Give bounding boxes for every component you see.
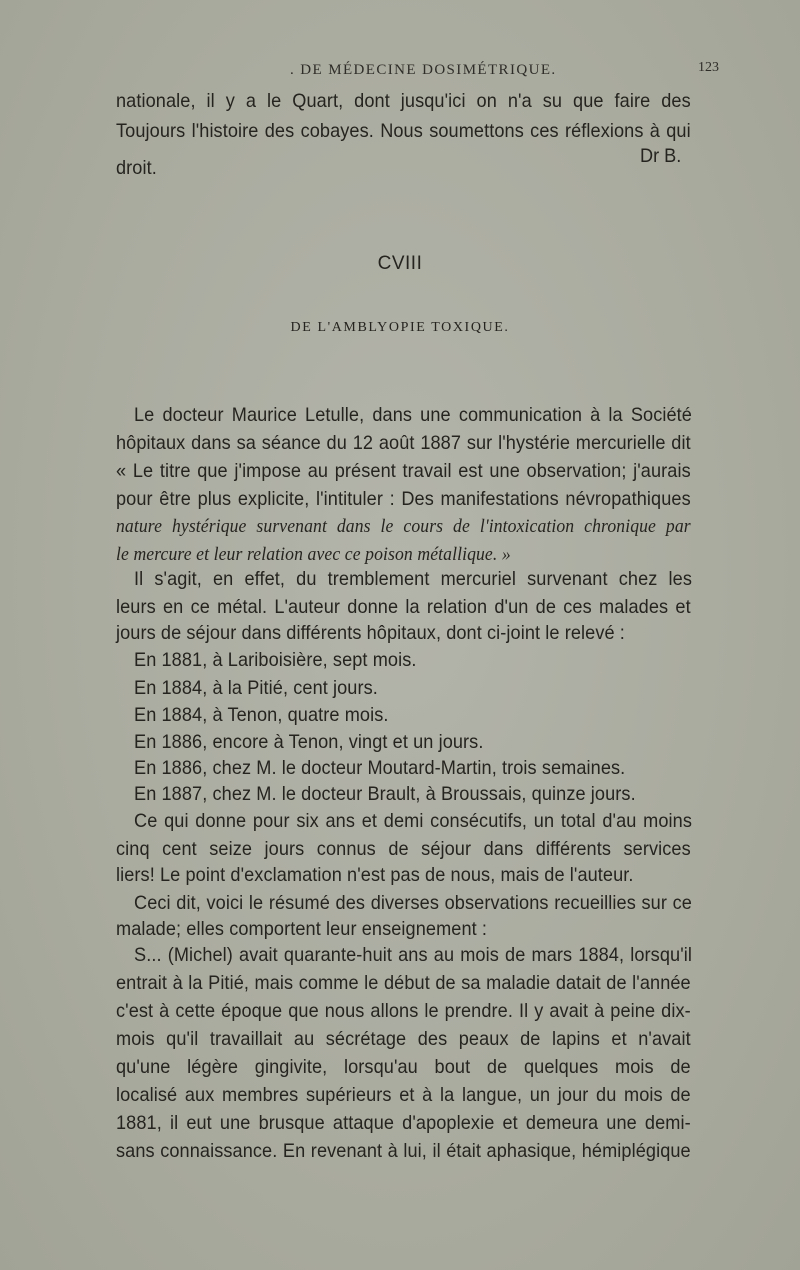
body-line: localisé aux membres supérieurs et à la langue, un jour du mois de [116,1084,691,1106]
body-line: 1881, il eut une brusque attaque d'apoplexie et demeura une demi- [116,1112,691,1134]
body-line: « Le titre que j'impose au présent travail est une observation; j'aurais [116,460,691,482]
list-item: En 1884, à Tenon, quatre mois. [134,704,389,726]
body-line: qu'une légère gingivite, lorsqu'au bout de quelques mois de [116,1056,691,1078]
body-line: cinq cent seize jours connus de séjour dans différents services [116,838,691,860]
body-line: Le docteur Maurice Letulle, dans une communication à la Société [134,404,692,426]
body-line: jours de séjour dans différents hôpitaux, dont ci-joint le relevé : [116,622,625,644]
body-line: malade; elles comportent leur enseignement : [116,918,488,940]
signature: Dr B. [640,145,682,167]
body-line: Ceci dit, voici le résumé des diverses observations recueillies sur ce [134,892,692,914]
body-line: c'est à cette époque que nous allons le prendre. Il y avait à peine dix- [116,1000,691,1022]
intro-line: Toujours l'histoire des cobayes. Nous soumettons ces réflexions à qui [116,120,691,142]
body-line: Ce qui donne pour six ans et demi consécutifs, un total d'au moins [134,810,692,832]
body-line: S... (Michel) avait quarante-huit ans au mois de mars 1884, lorsqu'il [134,944,692,966]
list-item: En 1881, à Lariboisière, sept mois. [134,649,417,671]
body-line: mois qu'il travaillait au sécrétage des peaux de lapins et n'avait [116,1028,691,1050]
page-number: 123 [698,60,719,75]
chapter-number: CVIII [377,253,423,274]
list-item: En 1887, chez M. le docteur Brault, à Broussais, quinze jours. [134,783,636,805]
body-line: entrait à la Pitié, mais comme le début de sa maladie datait de l'année [116,972,691,994]
body-line: liers! Le point d'exclamation n'est pas de nous, mais de l'auteur. [116,864,634,886]
intro-line: droit. [116,157,157,179]
body-line: hôpitaux dans sa séance du 12 août 1887 sur l'hystérie mercurielle dit [116,432,691,454]
list-item: En 1884, à la Pitié, cent jours. [134,677,378,699]
body-line: Il s'agit, en effet, du tremblement mercuriel survenant chez les [134,568,692,590]
intro-line: nationale, il y a le Quart, dont jusqu'ici on n'a su que faire des [116,90,691,112]
body-line: nature hystérique survenant dans le cours de l'intoxication chronique par [116,516,691,537]
body-line: leurs en ce métal. L'auteur donne la relation d'un de ces malades et [116,596,691,618]
running-head: . DE MÉDECINE DOSIMÉTRIQUE. [290,62,557,78]
chapter-title: DE L'AMBLYOPIE TOXIQUE. [290,320,510,335]
list-item: En 1886, encore à Tenon, vingt et un jours. [134,731,484,753]
list-item: En 1886, chez M. le docteur Moutard-Martin, trois semaines. [134,757,626,779]
body-line: pour être plus explicite, l'intituler : Des manifestations névropathiques [116,488,691,510]
body-line: sans connaissance. En revenant à lui, il était aphasique, hémiplégique [116,1140,691,1162]
body-line: le mercure et leur relation avec ce poison métallique. » [116,544,511,565]
